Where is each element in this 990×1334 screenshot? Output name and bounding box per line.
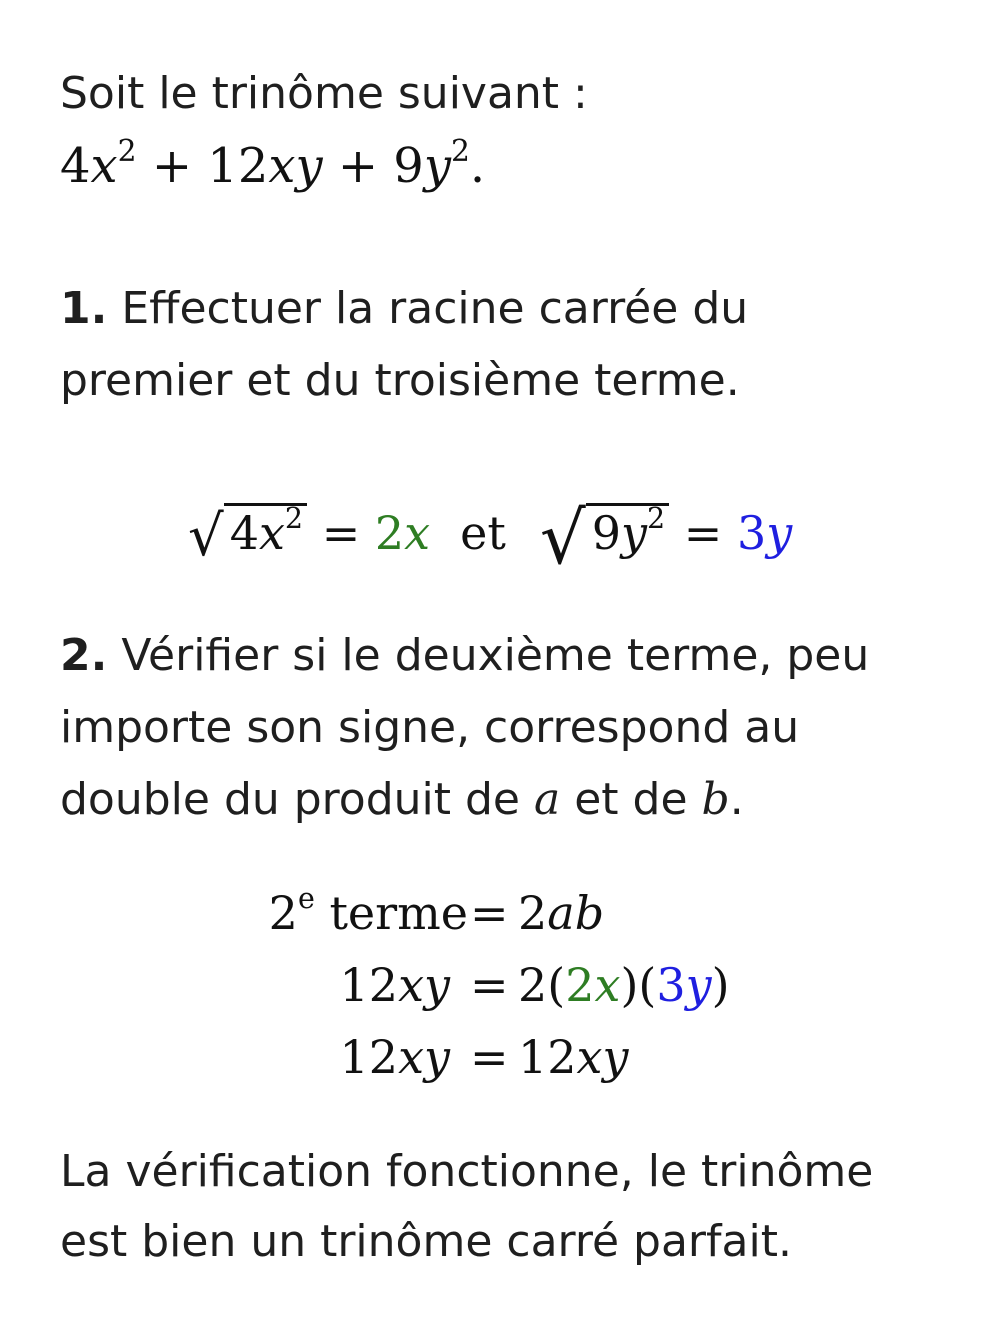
eq-row1-equals: = xyxy=(470,886,509,940)
eq-row3-right: 12xy xyxy=(518,1030,629,1084)
radical-sign-2: √ xyxy=(539,496,586,580)
step2-line1 xyxy=(60,630,869,681)
sqrt-2 xyxy=(539,482,669,580)
result-1: 2x xyxy=(374,506,431,560)
eq-row3-equals: = xyxy=(470,1030,509,1084)
et-word: et xyxy=(460,506,506,560)
eq-row2-left: 12xy xyxy=(339,958,450,1012)
poly-exp-1: 2 xyxy=(117,133,137,169)
poly-var-3: y xyxy=(423,138,451,194)
equals-1: = xyxy=(307,506,375,560)
poly-var-2: xy xyxy=(268,138,323,194)
step1-number: 1. xyxy=(60,283,108,334)
poly-exp-3: 2 xyxy=(450,133,470,169)
poly-period: . xyxy=(469,138,486,194)
poly-coef-2: 12 xyxy=(207,138,269,194)
radicand-2: $9y^2$ xyxy=(586,503,669,560)
intro-text: Soit le trinôme suivant : xyxy=(60,68,588,119)
intro-polynomial xyxy=(60,133,486,194)
poly-var-1: x xyxy=(90,138,118,194)
result-2: 3y xyxy=(736,506,793,560)
radical-sign-1: √ xyxy=(188,504,224,569)
step1-line2: premier et du troisième terme. xyxy=(60,355,740,406)
eq-row2-equals: = xyxy=(470,958,509,1012)
poly-plus-1: + xyxy=(136,138,208,194)
radicand-1: $4x^2$ xyxy=(224,503,307,560)
step1-line1 xyxy=(60,283,748,334)
conclusion-line1: La vérification fonctionne, le trinôme xyxy=(60,1146,874,1197)
step2-line3: double du produit de a et de b. xyxy=(60,774,744,825)
eq-row3-left: 12xy xyxy=(339,1030,450,1084)
eq-row1-right: 2ab xyxy=(518,886,605,940)
eq-row1-left: 2e terme xyxy=(268,882,468,940)
poly-plus-2: + xyxy=(322,138,394,194)
equals-2: = xyxy=(669,506,737,560)
sqrt-1 xyxy=(188,498,307,569)
step2-number: 2. xyxy=(60,630,108,681)
step1-equation xyxy=(188,482,793,580)
step2-line2: importe son signe, correspond au xyxy=(60,702,800,753)
step1-text-1: Effectuer la racine carrée du xyxy=(121,283,749,334)
conclusion-line2: est bien un trinôme carré parfait. xyxy=(60,1216,792,1267)
eq-row2-right: 2(2x)(3y) xyxy=(518,958,730,1012)
step2-text-1: Vérifier si le deuxième terme, peu xyxy=(121,630,870,681)
poly-coef-1: 4 xyxy=(60,138,91,194)
poly-coef-3: 9 xyxy=(393,138,424,194)
